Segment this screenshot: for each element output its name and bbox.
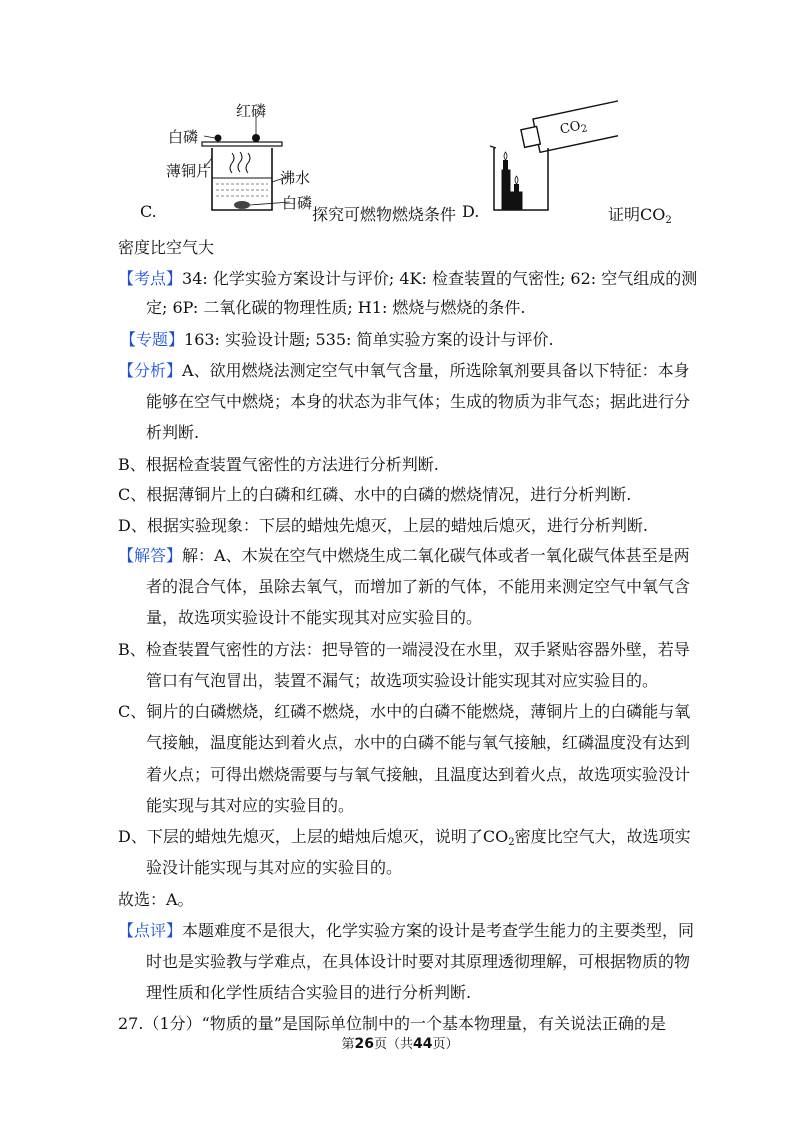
dianping-tag: 【点评】 (118, 921, 183, 940)
label-boiling-water: 沸水 (280, 169, 311, 187)
fenxi-line-2: 能够在空气中燃烧；本身的状态为非气体；生成的物质为非气态；据此进行分 (146, 392, 691, 411)
answer-d-sub: 2 (508, 837, 515, 848)
answer-c-line-3: 着火点；可得出燃烧需要与与氧气接触，且温度达到着火点，故选项实验没计 (146, 765, 691, 784)
figure-d-caption-end: 密度比空气大 (118, 238, 215, 257)
label-white-phosphorus-bottom: 白磷 (282, 194, 313, 212)
co2-candle-diagram (488, 100, 618, 216)
kaodian-text-1: 34: 化学实验方案设计与评价; 4K: 检查装置的气密性; 62: 空气组成的测 (182, 269, 698, 288)
answer-b-line-2: 管口有气泡冒出，装置不漏气；故选项实验设计能实现其对应实验目的。 (146, 671, 659, 690)
jieda-tag: 【解答】 (118, 546, 183, 565)
bottle-label-text: CO (558, 118, 583, 138)
footer-mid: 页（共 (373, 1037, 413, 1052)
label-red-phosphorus: 红磷 (236, 102, 267, 120)
analysis-b: B、根据检查装置气密性的方法进行分析判断. (118, 455, 439, 474)
answer-a-line-3: 量，故选项实验设计不能实现其对应实验目的。 (146, 608, 483, 627)
answer-d-line-1 (118, 827, 691, 847)
option-d-letter: D. (462, 202, 480, 221)
kaodian-line-1 (118, 269, 697, 289)
dianping-text-1: 本题难度不是很大，化学实验方案的设计是考查学生能力的主要类型，同 (182, 921, 695, 940)
bottle-label-sub: 2 (580, 123, 589, 136)
jieda-text-1: 解：A、木炭在空气中燃烧生成二氧化碳气体或者一氧化碳气体甚至是两 (182, 546, 690, 565)
final-answer: 故选：A。 (118, 890, 194, 909)
label-copper-plate: 薄铜片 (166, 162, 212, 180)
answer-c-line-4: 能实现与其对应的实验目的。 (146, 796, 355, 815)
zhuanti-line (120, 330, 554, 350)
answer-c-line-1: C、铜片的白磷燃烧，红磷不燃烧，水中的白磷不能燃烧，薄铜片上的白磷能与氧 (118, 702, 691, 721)
jieda-line-1 (118, 546, 690, 566)
caption-sub: 2 (665, 215, 672, 226)
next-question: 27.（1分）“物质的量”是国际单位制中的一个基本物理量，有关说法正确的是 (118, 1014, 666, 1033)
fenxi-line-3: 析判断. (146, 423, 200, 442)
dianping-line-2: 时也是实验教与学难点，在具体设计时要对其原理透彻理解，可根据物质的物 (146, 952, 691, 971)
fenxi-line-1 (118, 361, 690, 381)
footer-total-pages: 44 (413, 1036, 433, 1052)
zhuanti-tag: 【专题】 (120, 330, 185, 349)
answer-d-pre: D、下层的蜡烛先熄灭，上层的蜡烛后熄灭，说明了CO (118, 827, 509, 846)
option-c-letter: C. (140, 202, 157, 221)
kaodian-tag: 【考点】 (118, 269, 183, 288)
zhuanti-text: 163: 实验设计题; 535: 简单实验方案的设计与评价. (184, 330, 554, 349)
footer-page-number: 26 (354, 1036, 374, 1052)
label-white-phosphorus-top: 白磷 (168, 128, 199, 146)
analysis-d: D、根据实验现象：下层的蜡烛先熄灭，上层的蜡烛后熄灭，进行分析判断. (118, 516, 648, 535)
answer-a-line-2: 者的混合气体，虽除去氧气，而增加了新的气体，不能用来测定空气中氧气含 (146, 577, 691, 596)
dianping-line-3: 理性质和化学性质结合实验目的进行分析判断. (146, 983, 472, 1002)
caption-pre: 证明CO (608, 205, 666, 224)
figure-d-caption-start (608, 202, 672, 225)
dianping-line-1 (118, 921, 694, 941)
footer-pre: 第 (341, 1037, 355, 1052)
answer-d-line-2: 验没计能实现与其对应的实验目的。 (146, 858, 403, 877)
page-footer (0, 1033, 800, 1052)
answer-d-post: 密度比空气大，故选项实 (514, 827, 691, 846)
fenxi-tag: 【分析】 (118, 361, 183, 380)
figure-c-caption: 探究可燃物燃烧条件 (312, 205, 457, 224)
kaodian-line-2: 定; 6P: 二氧化碳的物理性质; H1: 燃烧与燃烧的条件. (146, 298, 526, 317)
answer-c-line-2: 气接触，温度能达到着火点，水中的白磷不能与氧气接触，红磷温度没有达到 (146, 733, 691, 752)
footer-post: 页） (432, 1037, 459, 1052)
answer-b-line-1: B、检查装置气密性的方法：把导管的一端浸没在水里，双手紧贴容器外壁，若导 (118, 640, 690, 659)
fenxi-text-1: A、欲用燃烧法测定空气中氧气含量，所选除氧剂要具备以下特征：本身 (182, 361, 690, 380)
analysis-c: C、根据薄铜片上的白磷和红磷、水中的白磷的燃烧情况，进行分析判断. (118, 485, 632, 504)
